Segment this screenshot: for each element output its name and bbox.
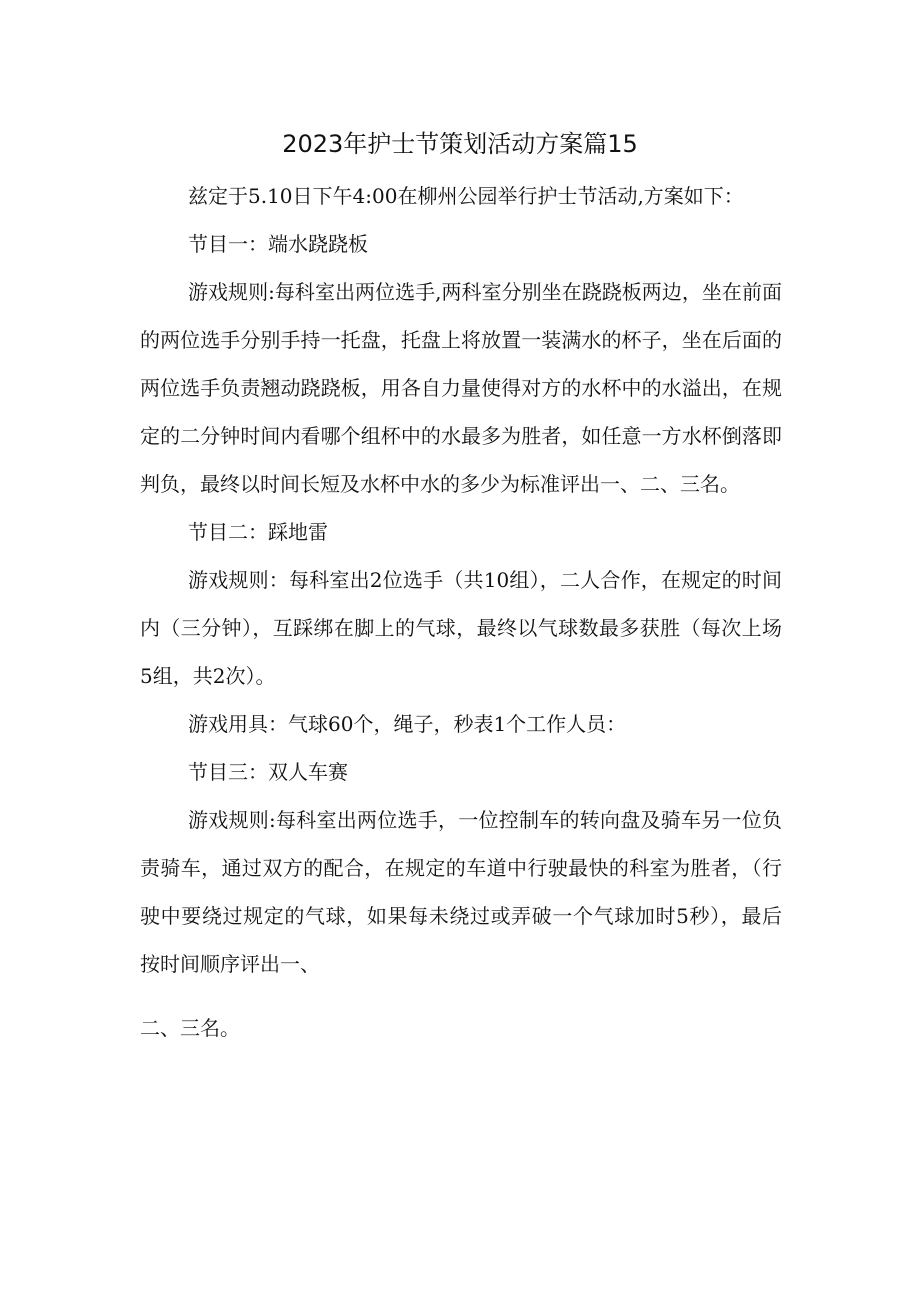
program-one-heading: 节目一：端水跷跷板 (188, 232, 368, 256)
program-three-heading: 节目三：双人车赛 (188, 760, 348, 784)
program-two-heading: 节目二：踩地雷 (188, 520, 328, 544)
program-three-rules-continued: 二、三名。 (140, 1016, 240, 1040)
program-three-rules: 游戏规则:每科室出两位选手，一位控制车的转向盘及骑车另一位负责骑车，通过双方的配合，在规定的车道中行驶最快的科室为胜者，（行驶中要绕过规定的气球，如果每未绕过或弄破一个气球加时5秒），最后按时间顺序评出一、 (140, 808, 782, 976)
document-body (140, 172, 782, 1052)
program-two-equipment: 游戏用具：气球60个，绳子，秒表1个工作人员： (188, 712, 627, 736)
program-one-rules: 游戏规则:每科室出两位选手,两科室分别坐在跷跷板两边，坐在前面的两位选手分别手持一托盘，托盘上将放置一装满水的杯子，坐在后面的两位选手负责翘动跷跷板，用各自力量使得对方的水杯中的水溢出，在规定的二分钟时间内看哪个组杯中的水最多为胜者，如任意一方水杯倒落即判负，最终以时间长短及水杯中水的多少为标准评出一、二、三名。 (140, 280, 782, 496)
intro-paragraph: 兹定于5.10日下午4:00在柳州公园举行护士节活动,方案如下： (188, 184, 744, 208)
program-two-rules: 游戏规则：每科室出2位选手（共10组），二人合作，在规定的时间内（三分钟），互踩绑在脚上的气球，最终以气球数最多获胜（每次上场5组，共2次）。 (140, 568, 782, 688)
document-title: 2023年护士节策划活动方案篇15 (282, 130, 638, 158)
